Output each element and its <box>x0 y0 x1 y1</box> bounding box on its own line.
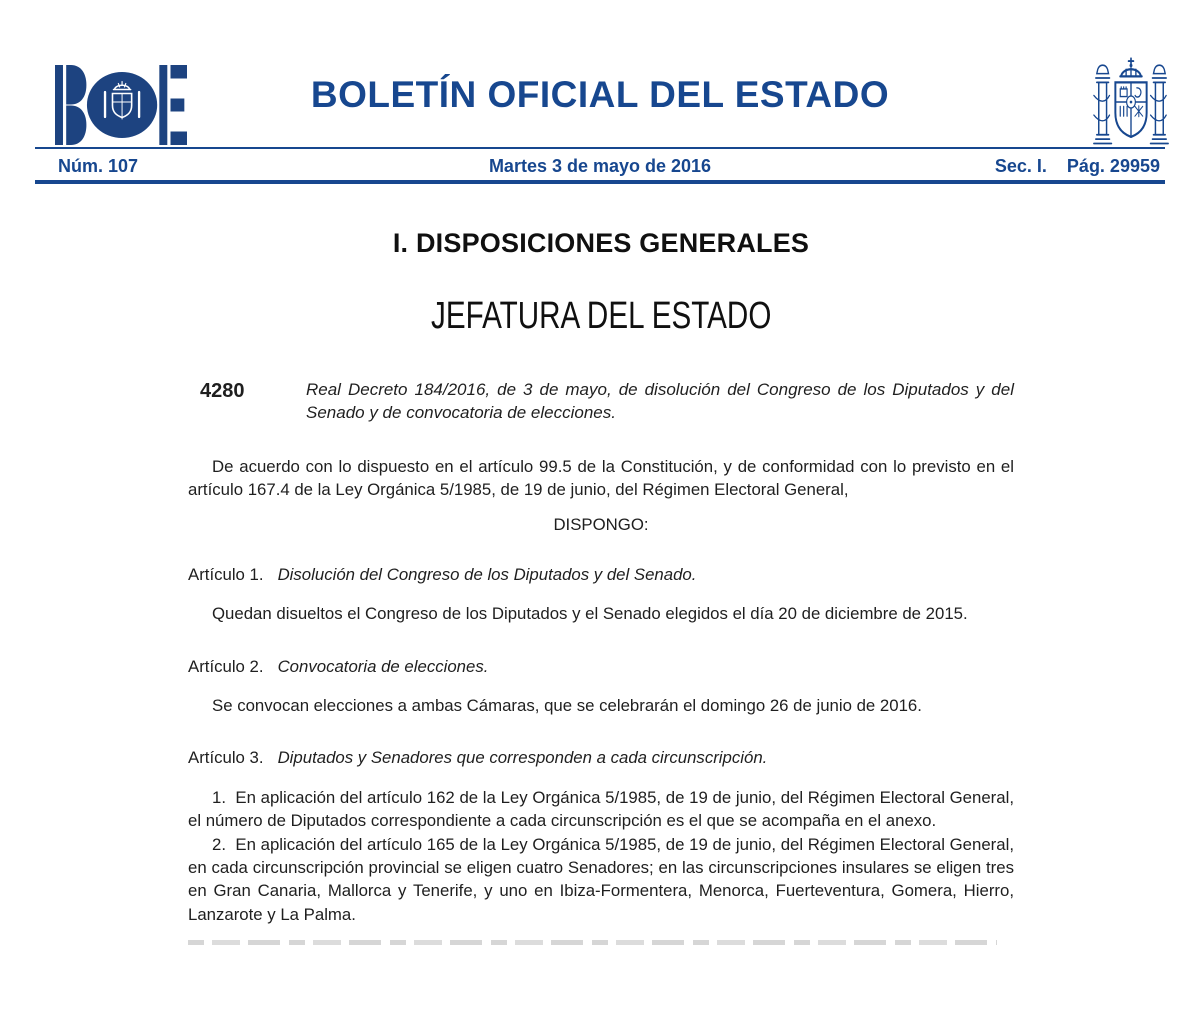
article-3-heading <box>188 746 1014 769</box>
article-2-heading <box>188 655 1014 678</box>
article-3-paragraph-1: 1. En aplicación del artículo 162 de la Ley Orgánica 5/1985, de 19 de junio, del Régimen Electoral General, el número de Diputados correspondiente a cada circunscripción es el que se acompaña en el anexo. <box>188 787 1014 831</box>
article-3-paragraph-2: 2. En aplicación del artículo 165 de la Ley Orgánica 5/1985, de 19 de junio, del Régimen Electoral General, en cada circunscripción provincial se eligen cuatro Senadores; en las circunscripciones insulares se eligen tres en Gran Canaria, Mallorca y Tenerife, y uno en Ibiza-Formentera, Menorca, Fuerteventura, Gomera, Hierro, Lanzarote y La Palma. <box>188 834 1014 924</box>
page-ref: Pág. 29959 <box>1066 156 1160 176</box>
spain-coat-of-arms-icon <box>1088 54 1174 150</box>
item-title: Real Decreto 184/2016, de 3 de mayo, de disolución del Congreso de los Diputados y del Senado y de convocatoria de elecciones. <box>306 379 1014 423</box>
masthead <box>0 0 1200 147</box>
masthead-title: BOLETÍN OFICIAL DEL ESTADO <box>310 74 890 115</box>
document-body <box>188 228 1014 945</box>
intro-paragraph: De acuerdo con lo dispuesto en el artículo 99.5 de la Constitución, y de conformidad con lo previsto en el artículo 167.4 de la Ley Orgánica 5/1985, de 19 de junio, del Régimen Electoral General, <box>188 456 1014 499</box>
section-ref: Sec. I. <box>994 156 1047 176</box>
header-bar <box>35 147 1165 184</box>
article-1-title: Disolución del Congreso de los Diputados y del Senado. <box>277 564 697 584</box>
department-title: JEFATURA DEL ESTADO <box>430 295 772 338</box>
issue-number: Núm. 107 <box>58 156 139 176</box>
dispongo-heading: DISPONGO: <box>553 515 649 535</box>
article-2-title: Convocatoria de elecciones. <box>277 656 489 676</box>
article-2-paragraph: Se convocan elecciones a ambas Cámaras, que se celebrarán el domingo 26 de junio de 2016. <box>212 696 922 716</box>
article-1-heading <box>188 563 1014 586</box>
article-1-label: Artículo 1. <box>188 564 264 584</box>
article-2-label: Artículo 2. <box>188 656 264 676</box>
issue-date: Martes 3 de mayo de 2016 <box>488 156 712 176</box>
item-number: 4280 <box>200 379 245 402</box>
section-title: I. DISPOSICIONES GENERALES <box>392 228 810 258</box>
article-3-title: Diputados y Senadores que corresponden a cada circunscripción. <box>277 748 768 768</box>
article-1-paragraph: Quedan disueltos el Congreso de los Diputados y el Senado elegidos el día 20 de diciembre de 2015. <box>212 604 968 624</box>
disposition-item <box>188 378 1014 425</box>
section-page-ref <box>995 156 1160 177</box>
article-3-label: Artículo 3. <box>188 748 264 768</box>
clipped-next-line <box>188 940 997 945</box>
